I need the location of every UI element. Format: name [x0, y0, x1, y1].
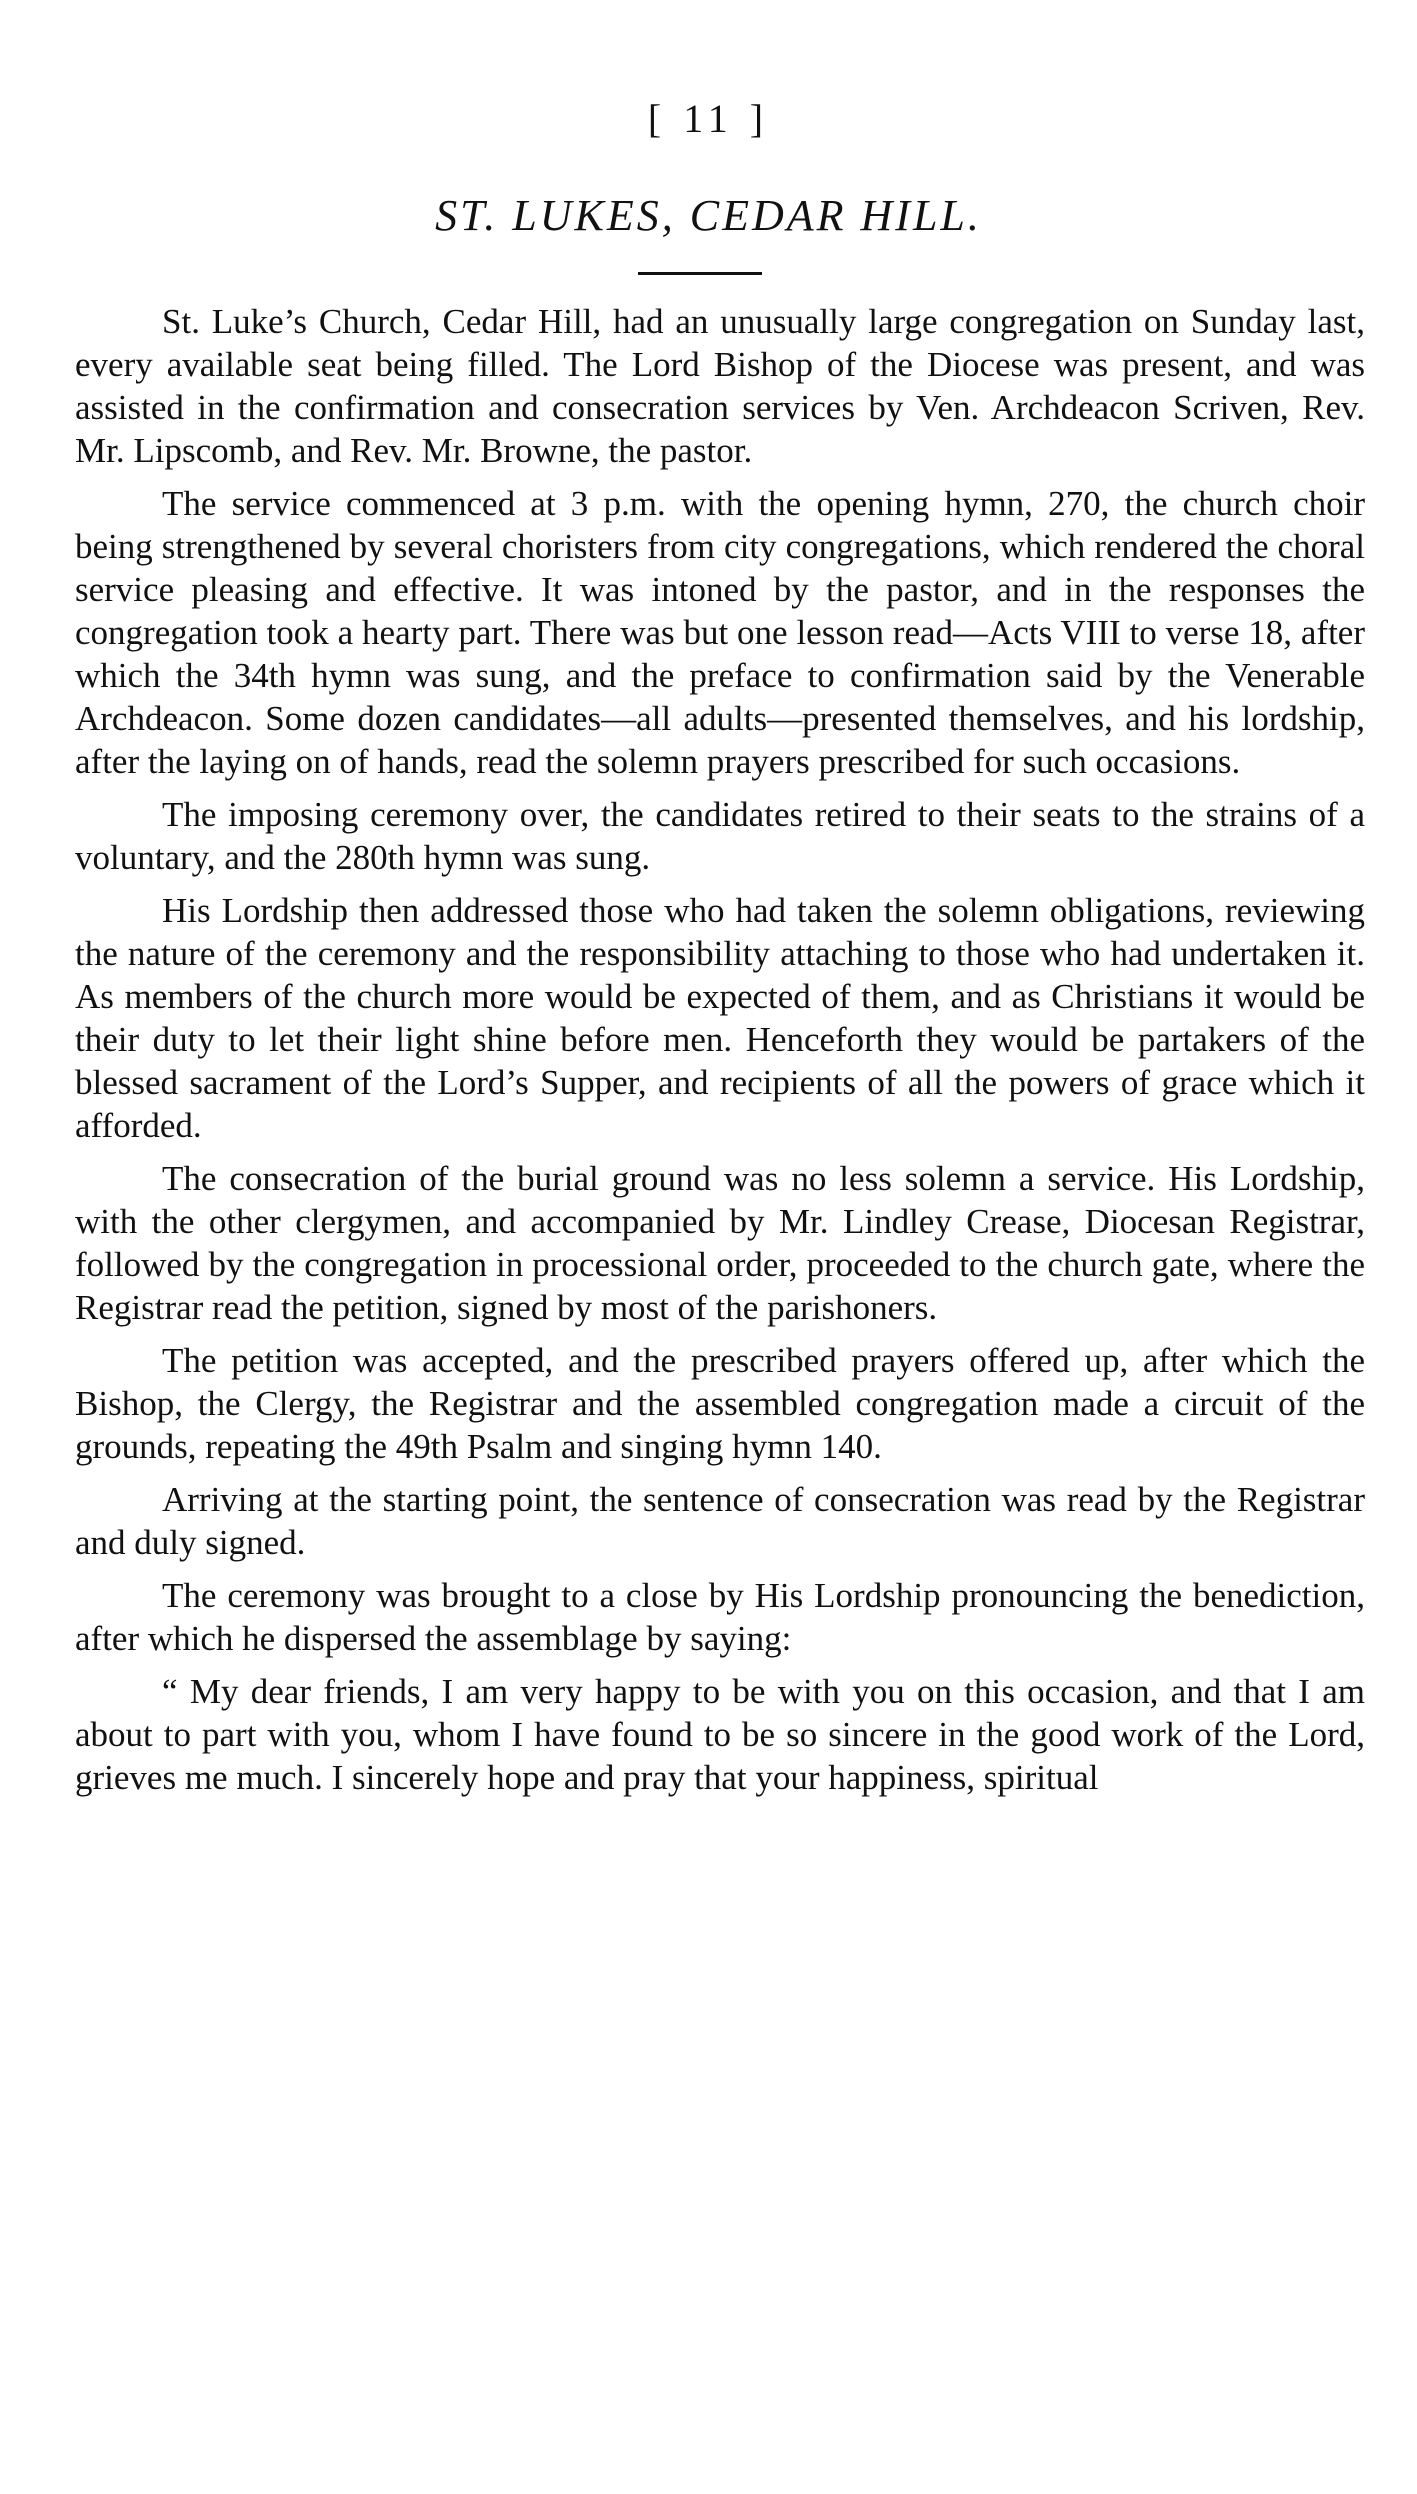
article-paragraph: Arriving at the starting point, the sentence of consecration was read by the Registrar and duly signed. — [75, 1480, 1365, 1562]
article-paragraph: The consecration of the burial ground was no less solemn a service. His Lordship, with the other clergymen, and accompanied by Mr. Lindley Crease, Diocesan Registrar, followed by the congregation in processional order, proceeded to the church gate, where the Registrar read the petition, signed by most of the parishoners. — [75, 1159, 1365, 1327]
article-paragraph: The ceremony was brought to a close by His Lordship pronouncing the benediction, after which he dispersed the assemblage by saying: — [75, 1576, 1365, 1658]
article-paragraph: St. Luke’s Church, Cedar Hill, had an unusually large congregation on Sunday last, every available seat being filled. The Lord Bishop of the Diocese was present, and was assisted in the confirmation and consecration services by Ven. Archdeacon Scriven, Rev. Mr. Lipscomb, and Rev. Mr. Browne, the pastor. — [75, 302, 1365, 470]
article-paragraph: The petition was accepted, and the prescribed prayers offered up, after which the Bishop, the Clergy, the Registrar and the assembled congregation made a circuit of the grounds, repeating the 49th Psalm and singing hymn 140. — [75, 1341, 1365, 1466]
title-divider — [638, 272, 762, 275]
article-title: ST. LUKES, CEDAR HILL. — [435, 191, 982, 240]
article-body — [75, 300, 1365, 1809]
article-paragraph: The service commenced at 3 p.m. with the opening hymn, 270, the church choir being strengthened by several choristers from city congregations, which rendered the choral service pleasing and effective. It was intoned by the pastor, and in the responses the congregation took a hearty part. There was but one lesson read—Acts VIII to verse 18, after which the 34th hymn was sung, and the preface to confirmation said by the Venerable Archdeacon. Some dozen candidates—all adults—presented themselves, and his lordship, after the laying on of hands, read the solemn prayers prescribed for such occasions. — [75, 484, 1365, 781]
article-paragraph: His Lordship then addressed those who had taken the solemn obligations, reviewing the nature of the ceremony and the responsibility attaching to those who had undertaken it. As members of the church more would be expected of them, and as Christians it would be their duty to let their light shine before men. Henceforth they would be partakers of the blessed sacrament of the Lord’s Supper, and recipients of all the powers of grace which it afforded. — [75, 891, 1365, 1145]
page-number: [ 11 ] — [647, 96, 770, 141]
article-paragraph: The imposing ceremony over, the candidates retired to their seats to the strains of a voluntary, and the 280th hymn was sung. — [75, 795, 1365, 877]
article-paragraph: “ My dear friends, I am very happy to be with you on this occasion, and that I am about to part with you, whom I have found to be so sincere in the good work of the Lord, grieves me much. I sincerely hope and pray that your happiness, spiritual — [75, 1672, 1365, 1797]
